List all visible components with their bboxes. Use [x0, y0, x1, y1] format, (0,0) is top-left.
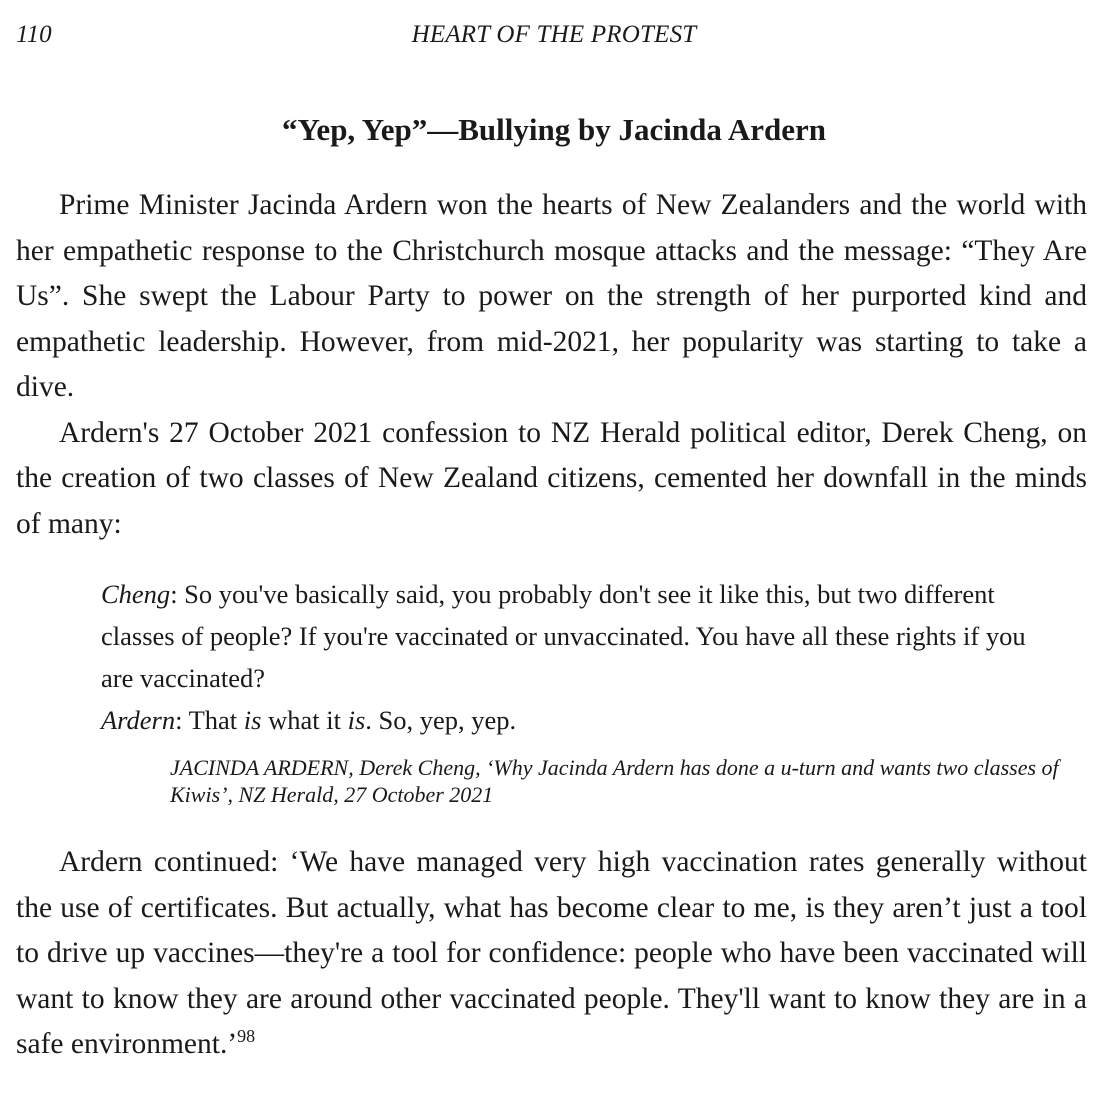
paragraph-1: Prime Minister Jacinda Ardern won the hearts of New Zealanders and the world with her empathetic response to the Christchurch mosque attacks and the message: “They Are Us”. She swept the Labour Party to power on the strength of her purported kind and empathetic leadership. However, from mid-2021, her popularity was starting to take a dive.: [16, 189, 1087, 403]
paragraph-3: [16, 840, 1087, 1068]
footnote-reference[interactable]: 98: [237, 1026, 256, 1047]
quote-ardern-emphasis-2: is: [347, 705, 366, 735]
quote-cheng-text: : So you've basically said, you probably don't see it like this, but two different classes of people? If you're vaccinated or unvaccinated. You have all these rights if you are vaccinated?: [101, 579, 1026, 693]
paragraph-3-text: Ardern continued: ‘We have managed very high vaccination rates generally without the use of certificates. But actually, what has become clear to me, is they aren’t just a tool to drive up vaccines—they're a tool for confidence: people who have been vaccinated will want to know they are around other vaccinated people. They'll want to know they are in a safe environment.’: [16, 846, 1087, 1060]
quote-ardern-text-2: what it: [261, 705, 348, 735]
interview-quote: [101, 573, 1031, 741]
quote-citation: JACINDA ARDERN, Derek Cheng, ‘Why Jacinda Ardern has done a u-turn and wants two classes of Kiwis’, NZ Herald, 27 October 2021: [170, 755, 1059, 807]
quote-ardern-emphasis-1: is: [243, 705, 262, 735]
speaker-cheng: Cheng: [101, 579, 171, 609]
section-title: “Yep, Yep”—Bullying by Jacinda Ardern: [281, 112, 827, 147]
page-number: 110: [16, 21, 52, 48]
intro-text: [16, 183, 1087, 547]
page-header: [16, 18, 1092, 52]
speaker-ardern: Ardern: [101, 705, 176, 735]
closing-text: [16, 840, 1087, 1068]
quote-ardern-text-1: : That: [175, 705, 244, 735]
paragraph-2: Ardern's 27 October 2021 confession to NZ Herald political editor, Derek Cheng, on the creation of two classes of New Zealand citizens, cemented her downfall in the minds of many:: [16, 416, 1087, 540]
quote-ardern-line: [101, 699, 1031, 741]
quote-ardern-text-3: . So, yep, yep.: [365, 705, 517, 735]
running-head: HEART OF THE PROTEST: [411, 21, 697, 48]
quote-cheng-line: [101, 573, 1031, 699]
